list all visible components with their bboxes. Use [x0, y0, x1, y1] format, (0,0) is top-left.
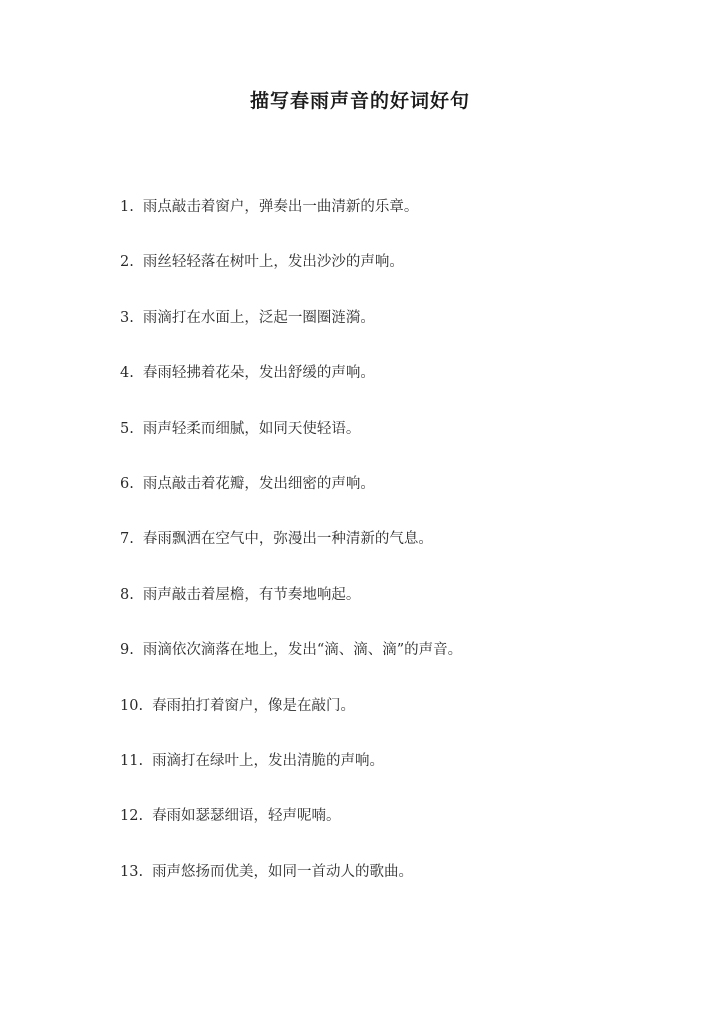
item-number: 11. [120, 752, 144, 769]
item-text: 春雨如瑟瑟细语，轻声呢喃。 [152, 808, 341, 825]
item-text: 雨滴打在绿叶上，发出清脆的声响。 [152, 752, 385, 769]
list-item [120, 472, 462, 527]
item-text: 雨声轻柔而细腻，如同天使轻语。 [142, 420, 361, 437]
sentence-list [120, 195, 462, 915]
item-text: 春雨拍打着窗户，像是在敲门。 [152, 697, 356, 714]
item-text: 雨滴依次滴落在地上，发出“滴、滴、滴”的声音。 [142, 642, 463, 659]
document-title: 描写春雨声音的好词好句 [249, 90, 470, 112]
list-item [120, 749, 462, 804]
item-number: 1. [120, 199, 134, 215]
list-item [120, 804, 462, 859]
item-text: 雨滴打在水面上，泛起一圈圈涟漪。 [142, 309, 375, 326]
item-text: 春雨飘洒在空气中，弥漫出一种清新的气息。 [142, 531, 433, 548]
item-text: 雨点敲击着窗户，弹奏出一曲清新的乐章。 [142, 199, 419, 215]
item-text: 雨声敲击着屋檐，有节奏地响起。 [142, 586, 361, 603]
list-item [120, 306, 462, 361]
item-text: 雨声悠扬而优美，如同一首动人的歌曲。 [152, 863, 414, 880]
item-number: 8. [120, 586, 134, 603]
item-number: 3. [120, 309, 134, 326]
item-number: 9. [120, 642, 134, 659]
list-item [120, 361, 462, 416]
item-number: 6. [120, 475, 134, 492]
item-number: 4. [120, 365, 134, 382]
item-text: 雨点敲击着花瓣，发出细密的声响。 [142, 475, 375, 492]
list-item [120, 638, 462, 693]
list-item [120, 250, 462, 305]
list-item [120, 527, 462, 582]
item-number: 13. [120, 863, 144, 880]
list-item [120, 417, 462, 472]
item-number: 5. [120, 420, 134, 437]
list-item [120, 694, 462, 749]
item-number: 2. [120, 254, 134, 271]
item-number: 7. [120, 531, 134, 548]
list-item [120, 195, 462, 250]
item-number: 12. [120, 808, 144, 825]
list-item [120, 583, 462, 638]
list-item [120, 860, 462, 915]
item-text: 春雨轻拂着花朵，发出舒缓的声响。 [142, 365, 375, 382]
item-text: 雨丝轻轻落在树叶上，发出沙沙的声响。 [142, 254, 404, 271]
item-number: 10. [120, 697, 144, 714]
